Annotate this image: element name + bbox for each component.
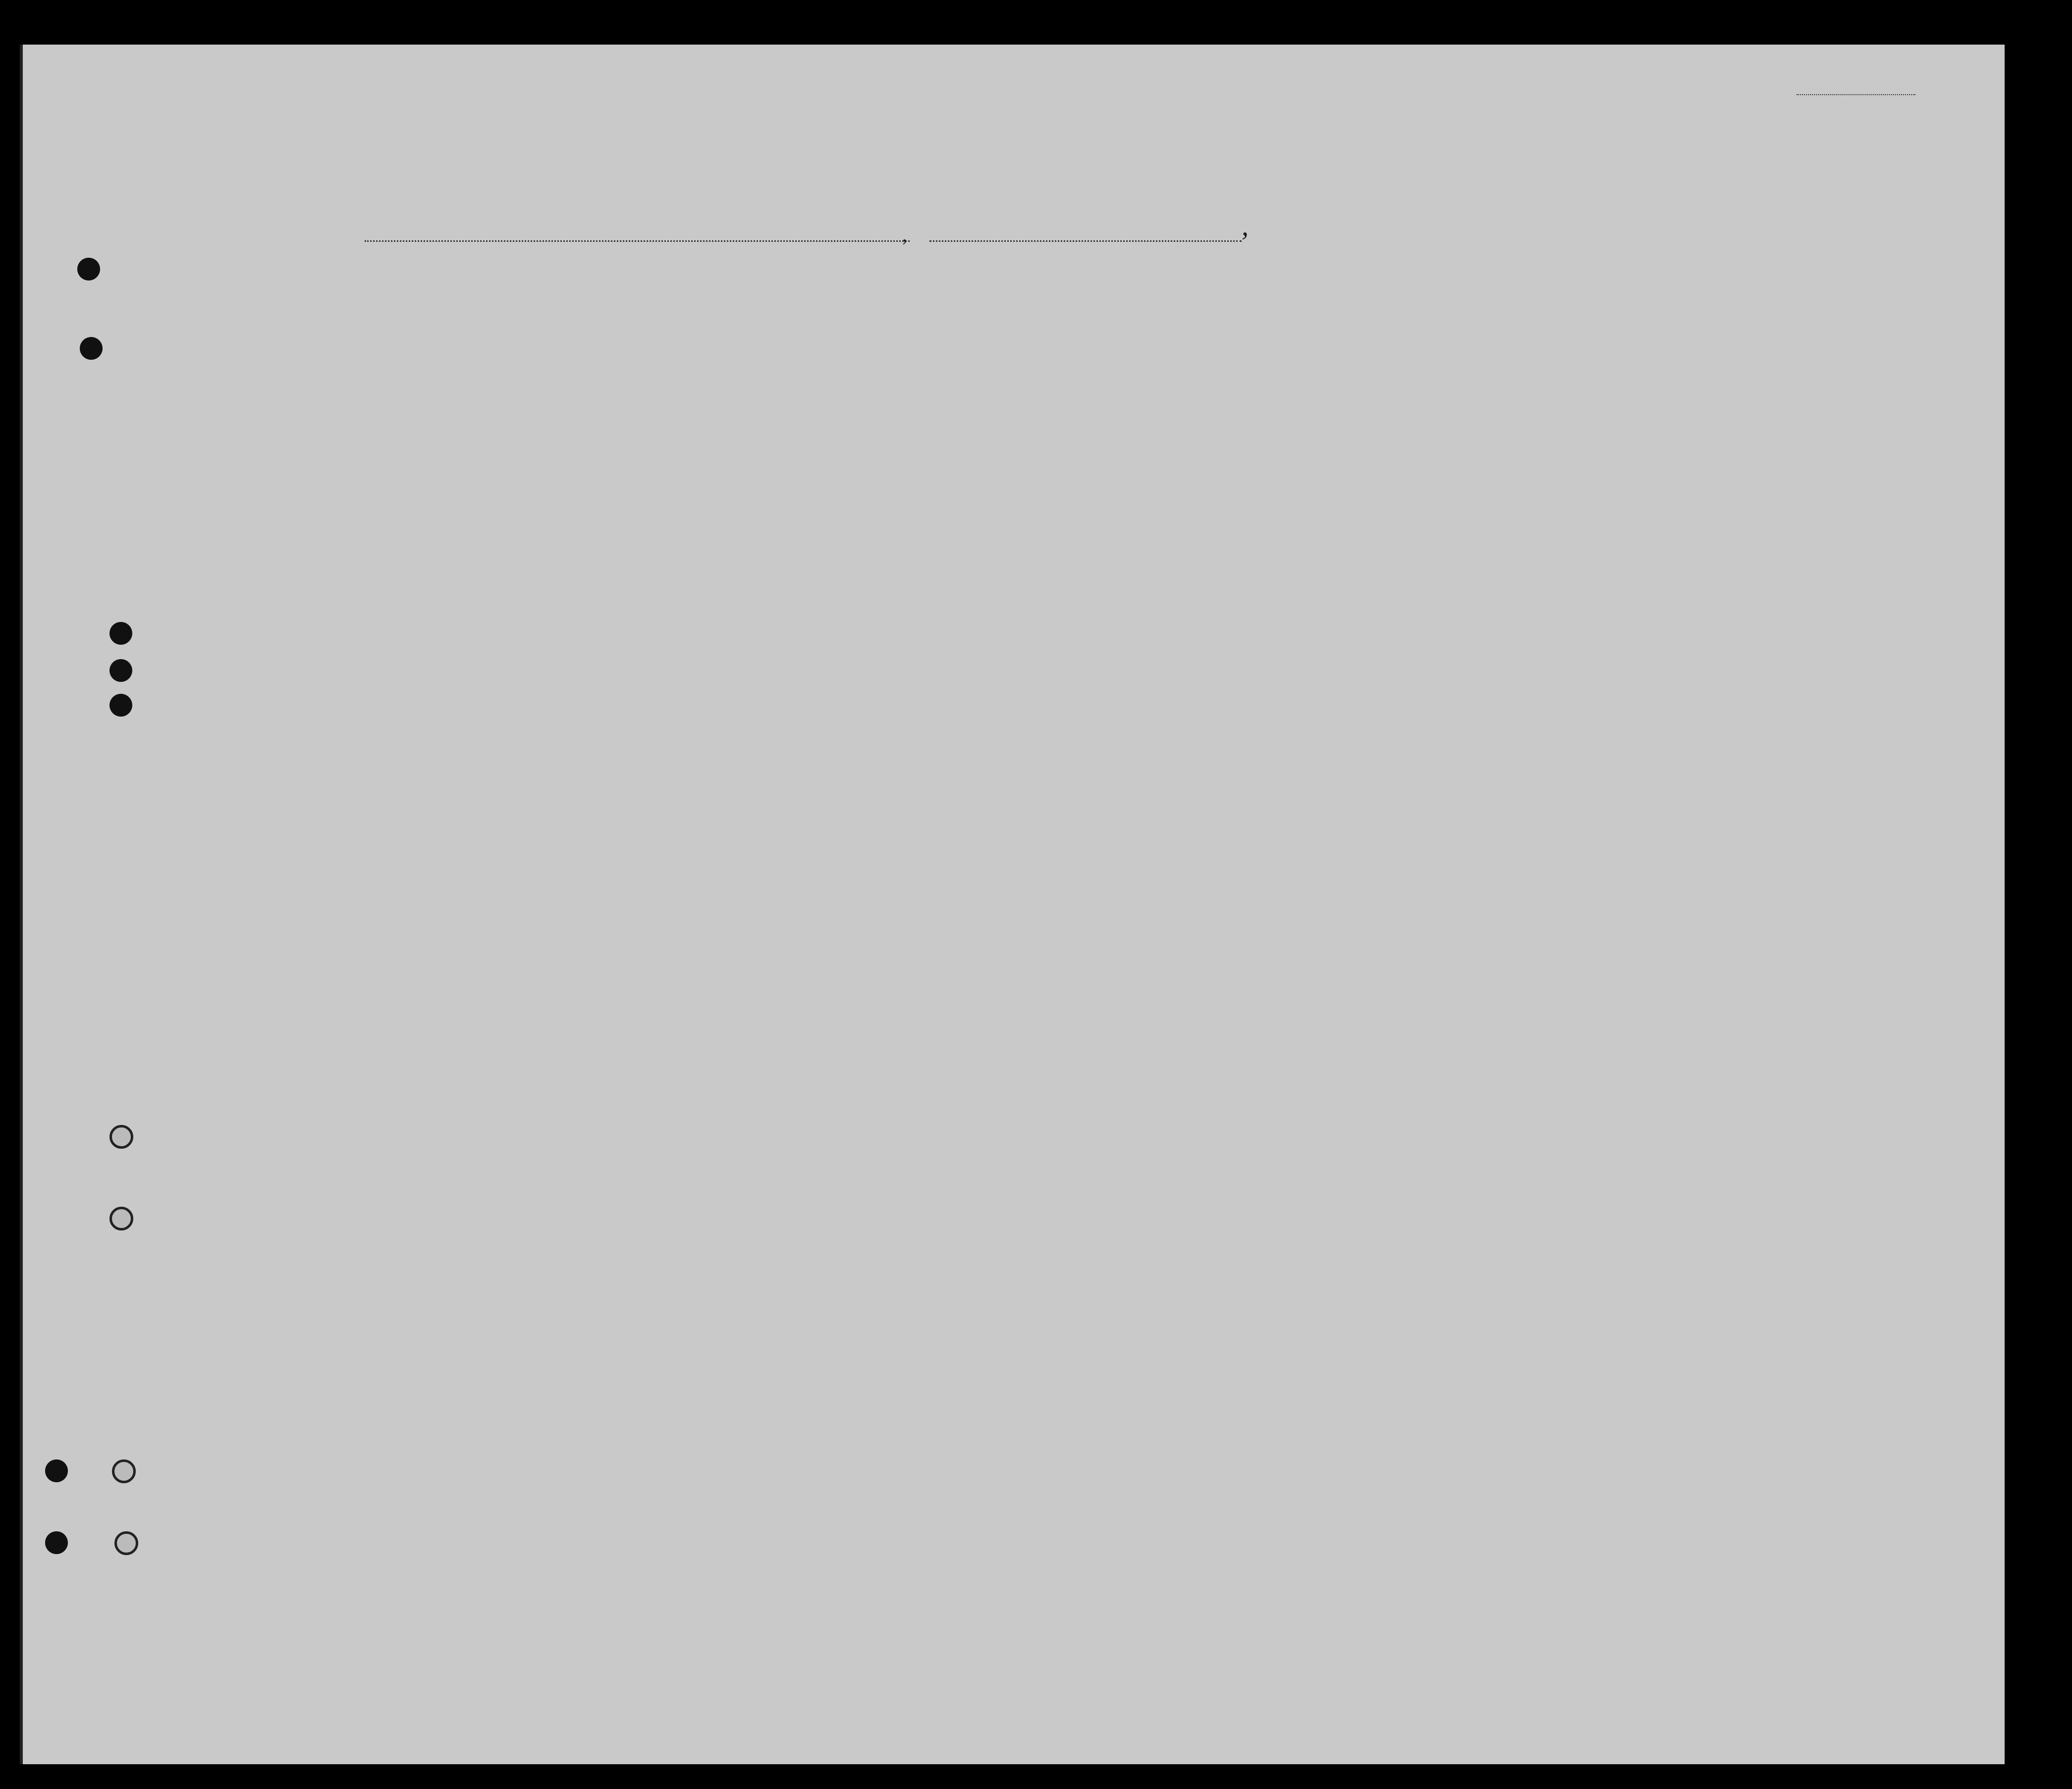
binder-hole [109, 659, 132, 682]
header-ticket [612, 312, 642, 461]
header-feet [1691, 421, 1704, 461]
header-purpose-length [1249, 358, 1279, 462]
header-labor [1487, 337, 1522, 461]
binder-hole [80, 337, 103, 360]
header-purpose-citizen [1301, 358, 1331, 462]
header-polygamist [1381, 337, 1396, 461]
header-money [741, 312, 761, 461]
table-grid [23, 45, 2005, 1764]
list-underline [1797, 94, 1915, 95]
port-underline [365, 240, 910, 242]
binder-hole [109, 694, 132, 717]
date-underline [929, 240, 1242, 242]
header-prison [1338, 337, 1378, 461]
binder-hole [109, 622, 132, 645]
header-overthrow [1427, 337, 1482, 461]
binder-ring [109, 1207, 133, 1230]
arrival-comma: , [902, 224, 907, 246]
binder-hole [45, 1531, 68, 1554]
binder-ring [112, 1459, 136, 1483]
binder-hole [45, 1459, 68, 1482]
binder-ring [114, 1531, 138, 1555]
header-anarchist [1405, 337, 1420, 461]
header-inches [1711, 421, 1724, 461]
manifest-sheet [20, 45, 2005, 1764]
header-purpose-return [1191, 358, 1231, 462]
binder-hole [77, 258, 100, 280]
header-deported [1531, 337, 1561, 461]
binder-ring [109, 1125, 133, 1149]
year-prefix: , [1242, 211, 1249, 242]
